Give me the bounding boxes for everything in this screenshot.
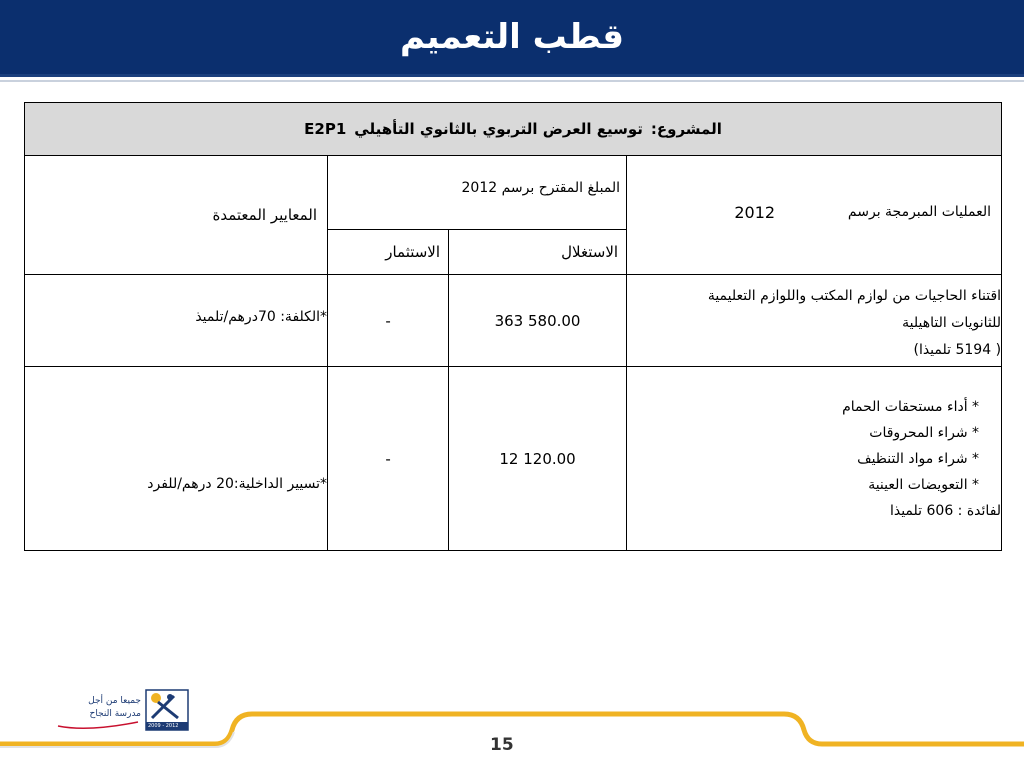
row-criteria: *الكلفة: 70درهم/تلميذ — [25, 275, 328, 367]
row-desc-line: * التعويضات العينية — [868, 477, 980, 493]
investment-header: الاستثمار — [328, 229, 449, 274]
operations-header-cell — [627, 156, 1002, 275]
operations-header: العمليات المبرمجة برسم — [847, 204, 992, 220]
project-code: E2P1 — [304, 120, 347, 138]
criteria-header: المعايير المعتمدة — [25, 156, 328, 275]
operating-header: الاستغلال — [449, 229, 627, 274]
table-row — [25, 367, 1002, 551]
row-desc-line: * شراء المحروقات — [869, 425, 980, 441]
page-number: 15 — [490, 735, 514, 755]
row-criteria: *تسيير الداخلية:20 درهم/للفرد — [25, 367, 328, 551]
row-description — [627, 275, 1002, 367]
row-desc-line: للثانويات التاهيلية — [902, 315, 1002, 331]
slide-title: قطب التعميم — [399, 17, 625, 57]
project-label: المشروع: — [650, 120, 722, 138]
row-description — [627, 367, 1002, 551]
project-table — [24, 102, 1002, 551]
project-name: توسيع العرض التربوي بالثانوي التأهيلي — [354, 120, 643, 138]
title-divider — [0, 80, 1024, 82]
row-desc-line: لفائدة : 606 تلميذا — [889, 503, 1002, 519]
title-bar — [0, 0, 1024, 77]
row-desc-line: * شراء مواد التنظيف — [857, 451, 980, 467]
amount-header: المبلغ المقترح برسم 2012 — [461, 180, 621, 196]
row-investment: - — [328, 367, 449, 551]
row-desc-line: ( 5194 تلميذا) — [913, 342, 1002, 358]
operations-year: 2012 — [734, 203, 776, 222]
logo-text-1: جميعا من أجل — [88, 696, 141, 706]
table-row — [25, 275, 1002, 367]
school-success-logo — [48, 688, 193, 733]
logo-years: 2009 - 2012 — [148, 723, 179, 729]
row-operating: 363 580.00 — [449, 275, 627, 367]
project-header-cell — [25, 103, 1002, 156]
row-operating: 12 120.00 — [449, 367, 627, 551]
row-investment: - — [328, 275, 449, 367]
amount-header-cell — [328, 156, 627, 230]
logo-text-2: مدرسة النجاح — [89, 709, 141, 719]
row-desc-line: اقتناء الحاجيات من لوازم المكتب واللوازم التعليمية — [707, 288, 1002, 304]
row-desc-line: * أداء مستحقات الحمام — [842, 399, 980, 415]
